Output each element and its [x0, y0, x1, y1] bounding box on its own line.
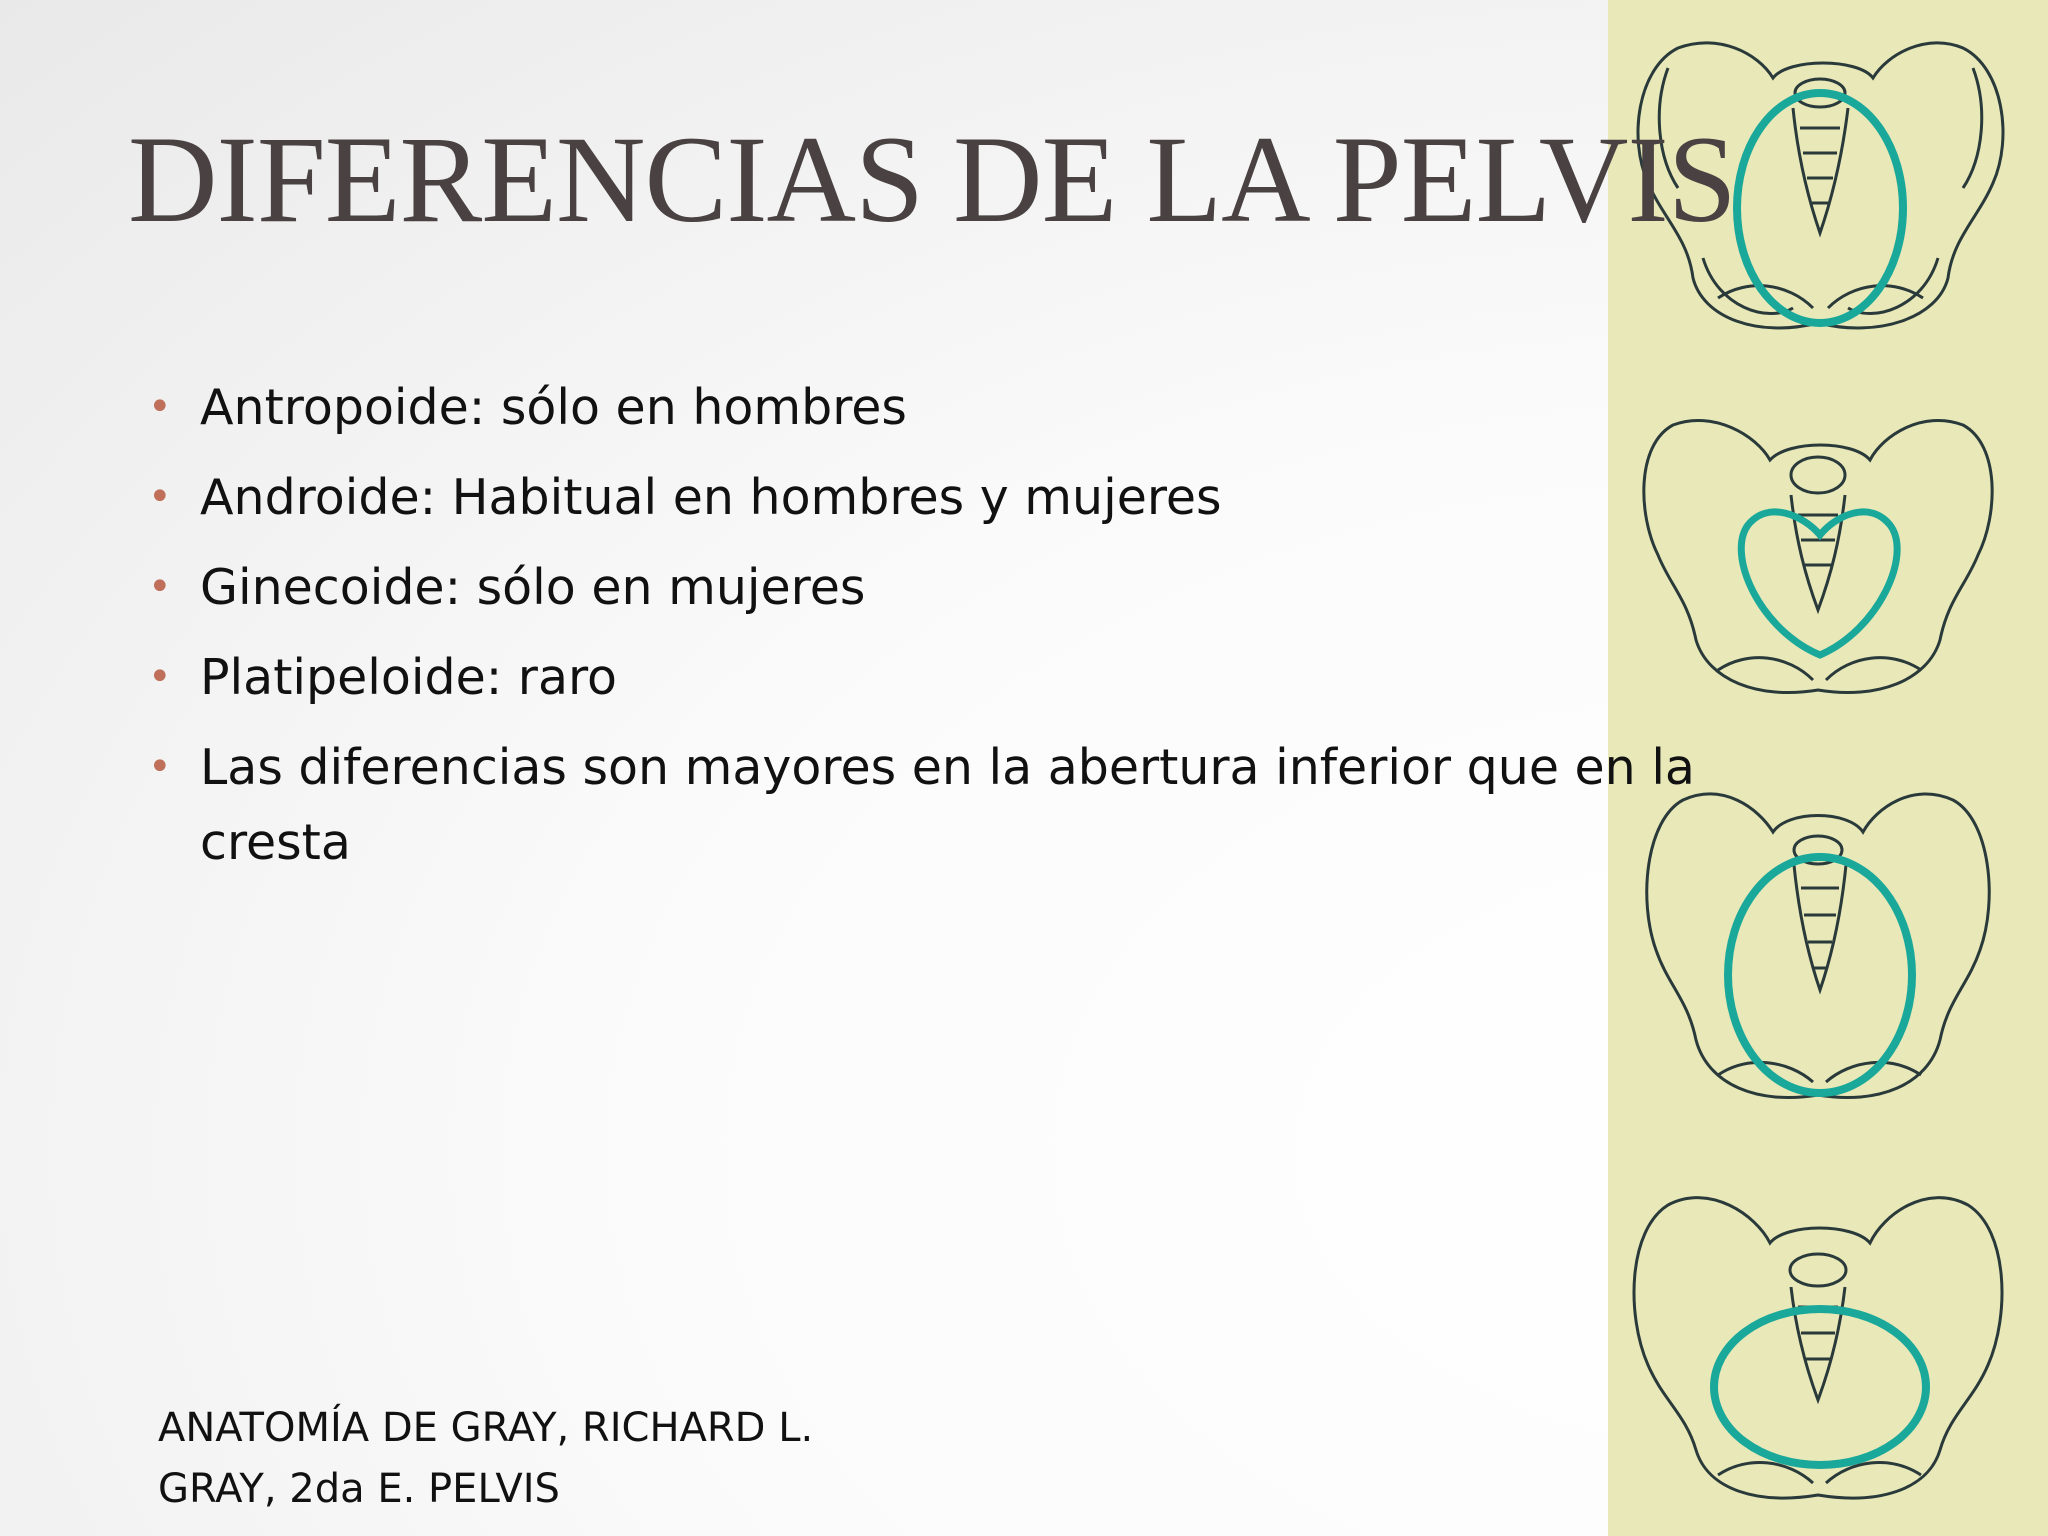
bullet-text: Ginecoide: sólo en mujeres	[200, 559, 866, 616]
bullet-marker: •	[148, 474, 172, 520]
bullet-text: Antropoide: sólo en hombres	[200, 379, 907, 436]
reference-line: ANATOMÍA DE GRAY, RICHARD L.	[158, 1405, 814, 1451]
list-item	[148, 460, 1748, 535]
bullet-marker: •	[148, 654, 172, 700]
list-item	[148, 550, 1748, 625]
bullet-text: Platipeloide: raro	[200, 649, 618, 706]
bullet-marker: •	[148, 564, 172, 610]
bullet-marker: •	[148, 744, 172, 790]
list-item	[148, 640, 1748, 715]
bullet-text: Androide: Habitual en hombres y mujeres	[200, 469, 1222, 526]
pelvis-illustration-4	[1608, 1175, 2048, 1515]
bullet-list	[148, 370, 1748, 895]
reference-citation	[158, 1398, 813, 1520]
list-item	[148, 370, 1748, 445]
bullet-text: Las diferencias son mayores en la abertura inferior que en la cresta	[200, 739, 1695, 871]
page-title: DIFERENCIAS DE LA PELVIS	[128, 111, 1736, 248]
bullet-marker: •	[148, 384, 172, 430]
list-item	[148, 730, 1748, 880]
reference-line: GRAY, 2da E. PELVIS	[158, 1466, 560, 1512]
